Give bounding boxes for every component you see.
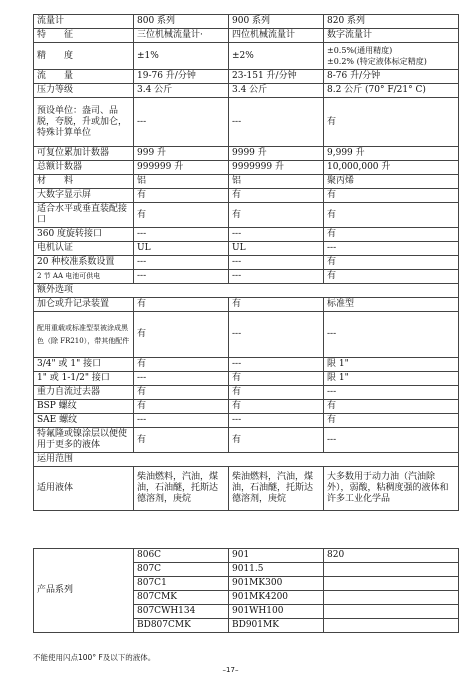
- series-820-cell: 820 系列: [324, 15, 459, 29]
- section-usage: [34, 453, 459, 467]
- row-label: 流 量: [34, 70, 134, 84]
- series-900-cell: ---: [229, 358, 324, 372]
- series-820-cell: 8-76 升/分钟: [324, 70, 459, 84]
- series-800-cell: 三位机械流量计·: [134, 29, 229, 43]
- spec-row: [34, 15, 459, 29]
- spec-row: [34, 175, 459, 189]
- product-800: 807CMK: [134, 591, 229, 605]
- series-900-cell: 有: [229, 372, 324, 386]
- row-label: BSP 螺纹: [34, 400, 134, 414]
- product-900: BD901MK: [229, 619, 324, 633]
- series-820-cell: 有: [324, 228, 459, 242]
- spec-row: [34, 70, 459, 84]
- spec-table-body: [34, 15, 459, 511]
- series-800-cell: 999999 升: [134, 161, 229, 175]
- option-row: [34, 400, 459, 414]
- series-900-cell: 有: [229, 298, 324, 312]
- product-table: [33, 548, 459, 633]
- series-900-cell: ---: [229, 228, 324, 242]
- section-extra-options: [34, 284, 459, 298]
- series-800-cell: 有: [134, 400, 229, 414]
- series-820-cell: 大多数用于动力油（汽油除外），弱酸，粘稠度强的液体和许多工业化学品: [324, 467, 459, 511]
- series-820-cell: 数字流量计: [324, 29, 459, 43]
- product-820: [324, 605, 459, 619]
- spec-row: [34, 228, 459, 242]
- series-900-cell: 有: [229, 428, 324, 453]
- spec-row: [34, 147, 459, 161]
- series-900-cell: 铝: [229, 175, 324, 189]
- spec-row: [34, 203, 459, 228]
- option-row: [34, 372, 459, 386]
- product-900: 901WH100: [229, 605, 324, 619]
- usage-row: [34, 467, 459, 511]
- series-800-cell: ±1%: [134, 43, 229, 70]
- series-820-cell: 8.2 公斤 (70° F/21° C): [324, 84, 459, 98]
- series-900-cell: ---: [229, 270, 324, 284]
- product-900: 901MK4200: [229, 591, 324, 605]
- series-800-cell: UL: [134, 242, 229, 256]
- series-900-cell: 有: [229, 189, 324, 203]
- series-800-cell: 有: [134, 358, 229, 372]
- series-820-cell: 有: [324, 98, 459, 147]
- series-820-cell: 标准型: [324, 298, 459, 312]
- product-820: [324, 619, 459, 633]
- series-900-cell: 9999 升: [229, 147, 324, 161]
- series-820-cell: 有: [324, 400, 459, 414]
- series-900-cell: 有: [229, 386, 324, 400]
- product-label: 产品系列: [34, 549, 134, 633]
- row-label: 特氟隆或镍涂层以便使用于更多的液体: [34, 428, 134, 453]
- row-label: 电机认证: [34, 242, 134, 256]
- product-table-body: [34, 549, 459, 633]
- product-800: BD807CMK: [134, 619, 229, 633]
- series-800-cell: ---: [134, 270, 229, 284]
- series-820-cell: 限 1": [324, 372, 459, 386]
- section-title: 运用范围: [34, 453, 459, 467]
- series-900-cell: 有: [229, 203, 324, 228]
- product-800: 806C: [134, 549, 229, 563]
- series-820-cell: ---: [324, 312, 459, 358]
- series-900-cell: ---: [229, 98, 324, 147]
- row-label: 配用重载或标准型泵被涂成黑色（除 FR210），带其他配件: [34, 312, 134, 358]
- series-820-cell: ±0.5%(通用精度) ±0.2% (特定液体标定精度): [324, 43, 459, 70]
- series-900-cell: 有: [229, 400, 324, 414]
- product-900: 901: [229, 549, 324, 563]
- product-800: 807CWH134: [134, 605, 229, 619]
- series-900-cell: 23-151 升/分钟: [229, 70, 324, 84]
- series-820-cell: 限 1": [324, 358, 459, 372]
- row-label: 可复位累加计数器: [34, 147, 134, 161]
- series-900-cell: ---: [229, 256, 324, 270]
- row-label: 360 度旋转接口: [34, 228, 134, 242]
- row-label: 20 种校准系数设置: [34, 256, 134, 270]
- option-row: [34, 298, 459, 312]
- series-800-cell: 柴油燃料，汽油，煤油，石油醚，托斯达德溶剂，庚烷: [134, 467, 229, 511]
- series-800-cell: 有: [134, 298, 229, 312]
- product-820: [324, 591, 459, 605]
- series-820-cell: ---: [324, 386, 459, 400]
- row-label: 总额计数器: [34, 161, 134, 175]
- row-label: 2 节 AA 电池可供电: [34, 270, 134, 284]
- row-label: 加仑或升记录装置: [34, 298, 134, 312]
- series-800-cell: 有: [134, 386, 229, 400]
- series-820-cell: 有: [324, 270, 459, 284]
- option-row: [34, 428, 459, 453]
- series-820-cell: 有: [324, 256, 459, 270]
- row-label: 精 度: [34, 43, 134, 70]
- series-800-cell: 有: [134, 428, 229, 453]
- product-row: [34, 549, 459, 563]
- series-820-cell: 10,000,000 升: [324, 161, 459, 175]
- row-label: 适用液体: [34, 467, 134, 511]
- series-800-cell: 有: [134, 189, 229, 203]
- product-900: 9011.5: [229, 563, 324, 577]
- spec-row: [34, 242, 459, 256]
- spec-row: [34, 256, 459, 270]
- footnote: 不能使用闪点100° F及以下的液体。: [33, 653, 156, 662]
- section-title: 额外选项: [34, 284, 459, 298]
- row-label: 预设单位：盎司、品脱，夸脱，升或加仑，特殊计算单位: [34, 98, 134, 147]
- series-800-cell: 有: [134, 312, 229, 358]
- option-row: [34, 358, 459, 372]
- spec-row: [34, 29, 459, 43]
- spec-row: [34, 98, 459, 147]
- page-number: –17–: [222, 666, 239, 674]
- series-800-cell: 19-76 升/分钟: [134, 70, 229, 84]
- series-800-cell: 999 升: [134, 147, 229, 161]
- series-900-cell: 9999999 升: [229, 161, 324, 175]
- option-row: [34, 312, 459, 358]
- row-label: 3/4" 或 1" 接口: [34, 358, 134, 372]
- product-820: 820: [324, 549, 459, 563]
- row-label: 重力自流过去器: [34, 386, 134, 400]
- series-820-cell: ---: [324, 428, 459, 453]
- spec-row: [34, 189, 459, 203]
- series-800-cell: ---: [134, 256, 229, 270]
- series-800-cell: ---: [134, 228, 229, 242]
- product-820: [324, 563, 459, 577]
- series-820-cell: 有: [324, 414, 459, 428]
- product-800: 807C1: [134, 577, 229, 591]
- row-label: SAE 螺纹: [34, 414, 134, 428]
- row-label: 特 征: [34, 29, 134, 43]
- option-row: [34, 386, 459, 400]
- series-900-cell: ±2%: [229, 43, 324, 70]
- row-label: 材 料: [34, 175, 134, 189]
- series-900-cell: ---: [229, 312, 324, 358]
- series-820-cell: 有: [324, 189, 459, 203]
- series-900-cell: ---: [229, 414, 324, 428]
- series-820-cell: 有: [324, 203, 459, 228]
- spec-row: [34, 84, 459, 98]
- series-900-cell: 柴油燃料，汽油，煤油，石油醚，托斯达德溶剂，庚烷: [229, 467, 324, 511]
- product-820: [324, 577, 459, 591]
- row-label: 1" 或 1-1/2" 接口: [34, 372, 134, 386]
- series-800-cell: 800 系列: [134, 15, 229, 29]
- spec-row: [34, 161, 459, 175]
- series-820-cell: 9,999 升: [324, 147, 459, 161]
- spec-table: [33, 14, 459, 511]
- series-800-cell: ---: [134, 414, 229, 428]
- series-800-cell: 铝: [134, 175, 229, 189]
- series-820-cell: ---: [324, 242, 459, 256]
- option-row: [34, 414, 459, 428]
- product-800: 807C: [134, 563, 229, 577]
- product-900: 901MK300: [229, 577, 324, 591]
- series-900-cell: 3.4 公斤: [229, 84, 324, 98]
- series-800-cell: 有: [134, 203, 229, 228]
- series-900-cell: 四位机械流量计: [229, 29, 324, 43]
- series-900-cell: UL: [229, 242, 324, 256]
- series-820-cell: 聚丙烯: [324, 175, 459, 189]
- series-800-cell: ---: [134, 372, 229, 386]
- spec-row: [34, 270, 459, 284]
- row-label: 压力等级: [34, 84, 134, 98]
- series-900-cell: 900 系列: [229, 15, 324, 29]
- row-label: 流量计: [34, 15, 134, 29]
- row-label: 大数字显示屏: [34, 189, 134, 203]
- series-800-cell: ---: [134, 98, 229, 147]
- series-800-cell: 3.4 公斤: [134, 84, 229, 98]
- row-label: 适合水平或垂直装配接口: [34, 203, 134, 228]
- spec-row: [34, 43, 459, 70]
